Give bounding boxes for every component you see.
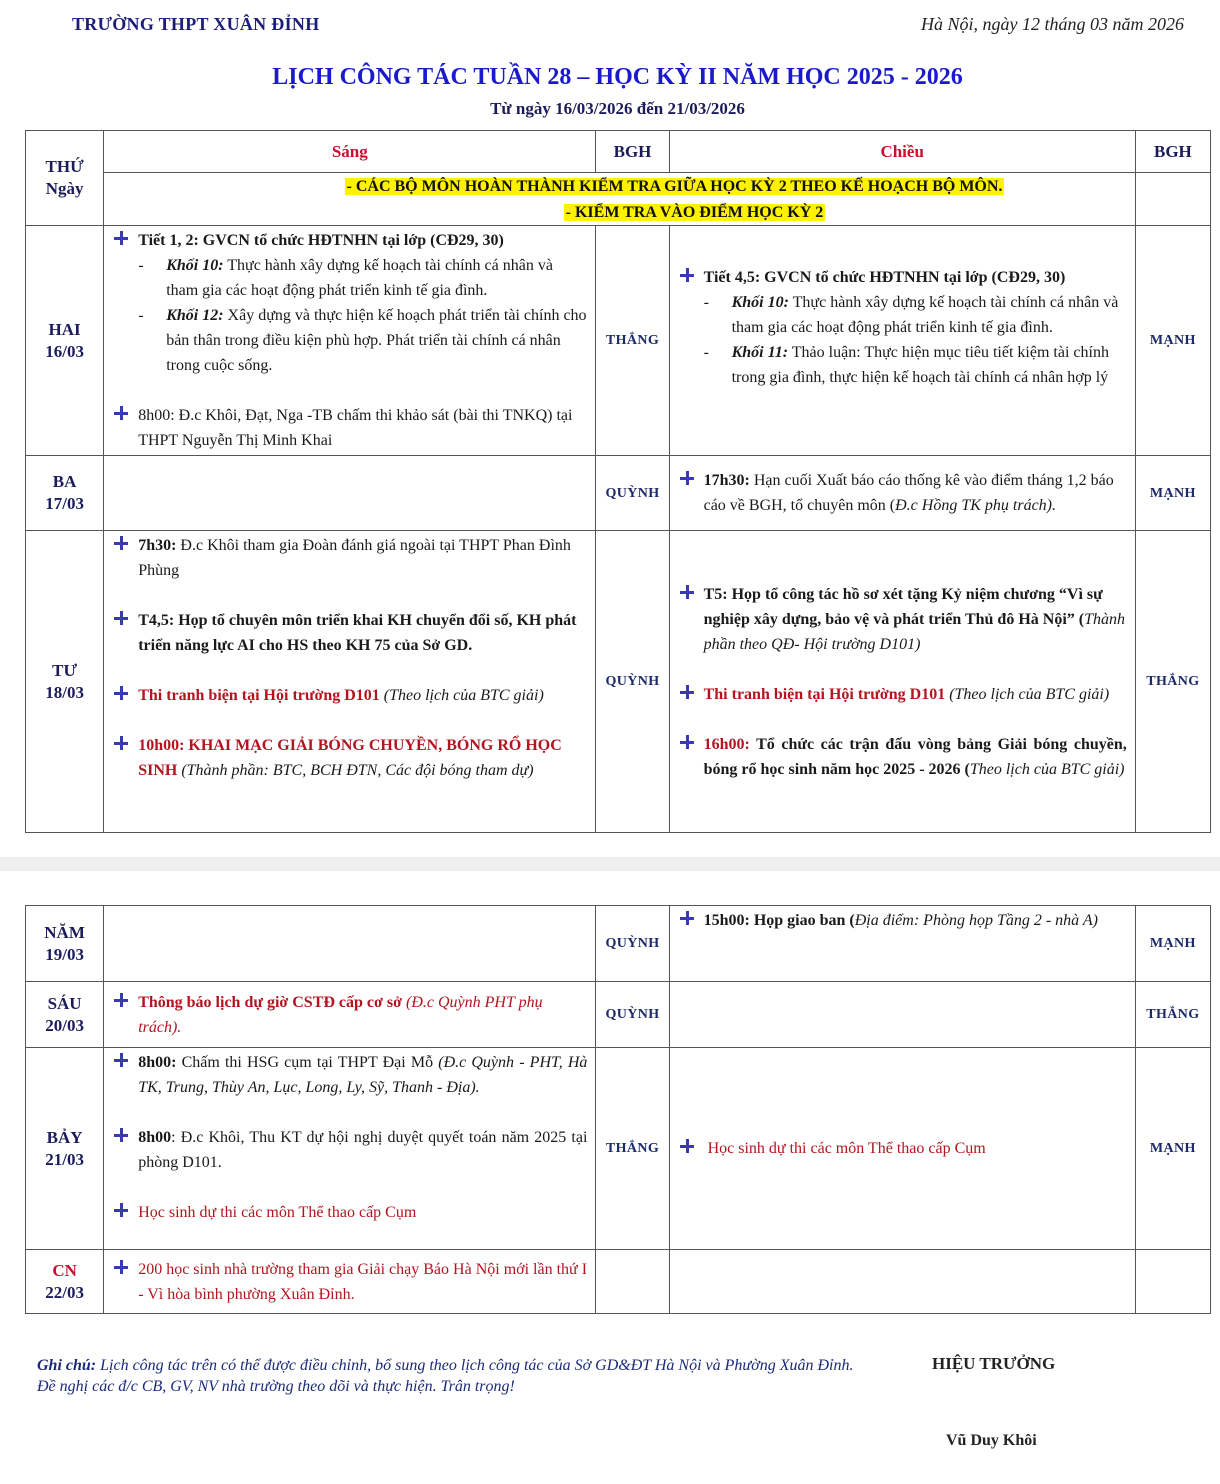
list-item: 8h00: Chấm thi HSG cụm tại THPT Đại Mỗ (Đ.c Quỳnh - PHT, Hà TK, Trung, Thùy An, Lục, Long, Ly, Sỹ, Thanh - Địa).	[114, 1050, 587, 1100]
list-item: Thi tranh biện tại Hội trường D101 (Theo lịch của BTC giải)	[680, 682, 1127, 707]
bullet-icon	[114, 686, 128, 700]
list-item: Thông báo lịch dự giờ CSTĐ cấp cơ sở (Đ.c Quỳnh PHT phụ trách).	[114, 990, 587, 1040]
list-item: - Khối 10: Thực hành xây dựng kế hoạch tài chính cá nhân và tham gia các hoạt động phát triển kinh tế gia đình.	[703, 294, 1119, 336]
bgh-cell: QUỲNH	[596, 982, 669, 1048]
list-item: - Khối 12: Xây dựng và thực hiện kế hoạch phát triển tài chính cho bản thân trong điều kiện phù hợp. Phát triển tài chính cá nhân trong cuộc sống.	[138, 307, 587, 374]
list-item: 16h00: Tổ chức các trận đấu vòng bảng Giải bóng chuyền, bóng rổ học sinh năm học 2025 - 2026 (Theo lịch của BTC giải)	[680, 732, 1127, 782]
signature-name: Vũ Duy Khôi	[946, 1432, 1037, 1449]
list-item: 10h00: KHAI MẠC GIẢI BÓNG CHUYỀN, BÓNG RỔ HỌC SINH (Thành phần: BTC, BCH ĐTN, Các đội bóng tham dự)	[114, 733, 587, 783]
bullet-icon	[680, 268, 694, 282]
list-item: Học sinh dự thi các môn Thể thao cấp Cụm	[114, 1200, 587, 1225]
bullet-icon	[114, 231, 128, 245]
afternoon-cell-bay	[669, 1048, 1135, 1250]
day-cell-cn	[26, 1250, 104, 1314]
day-name: NĂM	[44, 922, 85, 942]
day-label: THỨ	[45, 157, 84, 176]
issue-date: Hà Nội, ngày 12 tháng 03 năm 2026	[921, 14, 1184, 34]
list-item: T4,5: Họp tổ chuyên môn triển khai KH chuyển đổi số, KH phát triển năng lực AI cho HS theo KH 75 của Sở GD.	[114, 608, 587, 658]
afternoon-cell-nam	[669, 906, 1135, 982]
bullet-icon	[680, 471, 694, 485]
page-title: LỊCH CÔNG TÁC TUẦN 28 – HỌC KỲ II NĂM HỌC 2025 - 2026	[272, 64, 963, 90]
day-date: 18/03	[45, 682, 84, 702]
day-date: 19/03	[45, 944, 84, 964]
day-cell-bay	[26, 1048, 104, 1250]
bullet-icon	[680, 735, 694, 749]
morning-cell-bay	[104, 1048, 596, 1250]
list-item: 8h00: Đ.c Khôi, Đạt, Nga -TB chấm thi khảo sát (bài thi TNKQ) tại THPT Nguyễn Thị Minh Khai	[114, 403, 587, 453]
day-cell-tu	[26, 531, 104, 833]
bullet-icon	[114, 993, 128, 1007]
bgh-morning-header: BGH	[596, 131, 669, 173]
day-name: HAI	[48, 319, 81, 339]
morning-cell-cn	[104, 1250, 596, 1314]
afternoon-cell-tu	[669, 531, 1135, 833]
list-item: Học sinh dự thi các môn Thể thao cấp Cụm	[680, 1136, 1127, 1161]
day-row-bay	[26, 1048, 1211, 1250]
bullet-icon	[114, 406, 128, 420]
bgh-cell	[596, 1250, 669, 1314]
footer-note-text: Lịch công tác trên có thể được điều chỉnh, bổ sung theo lịch công tác của Sở GD&ĐT Hà Nội và Phường Xuân Đỉnh. Đề nghị các đ/c CB, GV, NV nhà trường theo dõi và thực hiện. Trân trọng!	[37, 1357, 854, 1395]
morning-cell-hai	[104, 226, 596, 456]
morning-cell-tu	[104, 531, 596, 833]
day-name: TƯ	[52, 660, 78, 680]
afternoon-cell-ba	[669, 456, 1135, 531]
list-item: 8h00: Đ.c Khôi, Thu KT dự hội nghị duyệt quyết toán năm 2025 tại phòng D101.	[114, 1125, 587, 1175]
day-date: 21/03	[45, 1149, 84, 1169]
note-grades: - KIỂM TRA VÀO ĐIỂM HỌC KỲ 2	[565, 204, 824, 221]
list-item: 15h00: Họp giao ban (Địa điểm: Phòng họp Tầng 2 - nhà A)	[680, 908, 1127, 933]
bgh-cell: QUỲNH	[596, 906, 669, 982]
day-date: 20/03	[45, 1015, 84, 1035]
list-item: Tiết 4,5: GVCN tổ chức HĐTNHN tại lớp (CĐ29, 30)	[680, 265, 1127, 290]
bullet-icon	[114, 736, 128, 750]
list-item: 17h30: Hạn cuối Xuất báo cáo thống kê vào điểm tháng 1,2 báo cáo về BGH, tổ chuyên môn (Đ.c Hồng TK phụ trách).	[680, 468, 1127, 518]
day-name: SÁU	[47, 993, 82, 1013]
page-break	[0, 857, 1220, 871]
day-date: 16/03	[45, 341, 84, 361]
bullet-icon	[114, 1203, 128, 1217]
morning-cell-nam	[104, 906, 596, 982]
morning-header: Sáng	[104, 131, 596, 173]
afternoon-header: Chiều	[669, 131, 1135, 173]
day-cell-nam	[26, 906, 104, 982]
list-item: T5: Họp tổ công tác hồ sơ xét tặng Kỷ niệm chương “Vì sự nghiệp xây dựng, bảo vệ và phát triển Thủ đô Hà Nội” (Thành phần theo QĐ- Hội trường D101)	[680, 582, 1127, 657]
day-row-hai	[26, 226, 1211, 456]
day-row-sau	[26, 982, 1211, 1048]
bgh-cell: THẮNG	[1135, 982, 1210, 1048]
bgh-cell: THẮNG	[1135, 531, 1210, 833]
list-item: Thi tranh biện tại Hội trường D101 (Theo lịch của BTC giải)	[114, 683, 587, 708]
schedule-table-page-1	[25, 130, 1211, 833]
bullet-icon	[680, 1139, 694, 1153]
list-item: 7h30: Đ.c Khôi tham gia Đoàn đánh giá ngoài tại THPT Phan Đình Phùng	[114, 533, 587, 583]
bullet-icon	[114, 1128, 128, 1142]
table-header-row	[26, 131, 1211, 173]
day-row-ba	[26, 456, 1211, 531]
day-name: BẢY	[46, 1127, 83, 1147]
footer-note-label: Ghi chú:	[37, 1357, 97, 1374]
bgh-cell: QUỲNH	[596, 531, 669, 833]
day-name: CN	[52, 1260, 77, 1280]
bgh-cell: QUỲNH	[596, 456, 669, 531]
bullet-icon	[680, 911, 694, 925]
day-cell-sau	[26, 982, 104, 1048]
school-name: TRƯỜNG THPT XUÂN ĐỈNH	[72, 14, 320, 34]
date-range: Từ ngày 16/03/2026 đến 21/03/2026	[490, 99, 745, 118]
list-item: - Khối 10: Thực hành xây dựng kế hoạch tài chính cá nhân và tham gia các hoạt động phát triển kinh tế gia đình.	[138, 257, 553, 299]
schedule-table-page-2	[25, 905, 1211, 1314]
bullet-icon	[114, 1260, 128, 1274]
bgh-cell: MẠNH	[1135, 906, 1210, 982]
day-date: 17/03	[45, 494, 84, 513]
afternoon-cell-hai	[669, 226, 1135, 456]
bullet-icon	[114, 611, 128, 625]
day-cell-hai	[26, 226, 104, 456]
general-notes	[104, 173, 1136, 226]
afternoon-cell-cn	[669, 1250, 1135, 1314]
bgh-cell: MẠNH	[1135, 1048, 1210, 1250]
day-column-header	[26, 131, 104, 226]
day-row-cn	[26, 1250, 1211, 1314]
day-row-tu	[26, 531, 1211, 833]
date-label: Ngày	[45, 179, 84, 198]
signature-title: HIỆU TRƯỞNG	[932, 1354, 1056, 1373]
afternoon-cell-sau	[669, 982, 1135, 1048]
day-cell-ba	[26, 456, 104, 531]
general-notes-row	[26, 173, 1211, 226]
bgh-cell	[1135, 1250, 1210, 1314]
bgh-afternoon-header: BGH	[1135, 131, 1210, 173]
day-row-nam	[26, 906, 1211, 982]
footer-note	[37, 1355, 857, 1397]
bullet-icon	[114, 536, 128, 550]
bgh-cell: MẠNH	[1135, 456, 1210, 531]
morning-cell-sau	[104, 982, 596, 1048]
bgh-cell: MẠNH	[1135, 226, 1210, 456]
note-midterm: - CÁC BỘ MÔN HOÀN THÀNH KIỂM TRA GIỮA HỌC KỲ 2 THEO KẾ HOẠCH BỘ MÔN.	[346, 178, 1003, 195]
bullet-icon	[680, 685, 694, 699]
morning-cell-ba	[104, 456, 596, 531]
day-name: BA	[52, 472, 77, 491]
list-item: Tiết 1, 2: GVCN tổ chức HĐTNHN tại lớp (CĐ29, 30)	[114, 228, 587, 253]
bgh-cell: THẮNG	[596, 1048, 669, 1250]
empty-cell	[1135, 173, 1210, 226]
list-item: - Khối 11: Thảo luận: Thực hiện mục tiêu tiết kiệm tài chính trong gia đình, thực hiện kế hoạch tài chính cá nhân hợp lý	[703, 344, 1109, 386]
bullet-icon	[680, 585, 694, 599]
bullet-icon	[114, 1053, 128, 1067]
list-item: 200 học sinh nhà trường tham gia Giải chạy Báo Hà Nội mới lần thứ I - Vì hòa bình phường Xuân Đỉnh.	[114, 1257, 587, 1307]
day-date: 22/03	[45, 1282, 84, 1302]
bgh-cell: THẮNG	[596, 226, 669, 456]
